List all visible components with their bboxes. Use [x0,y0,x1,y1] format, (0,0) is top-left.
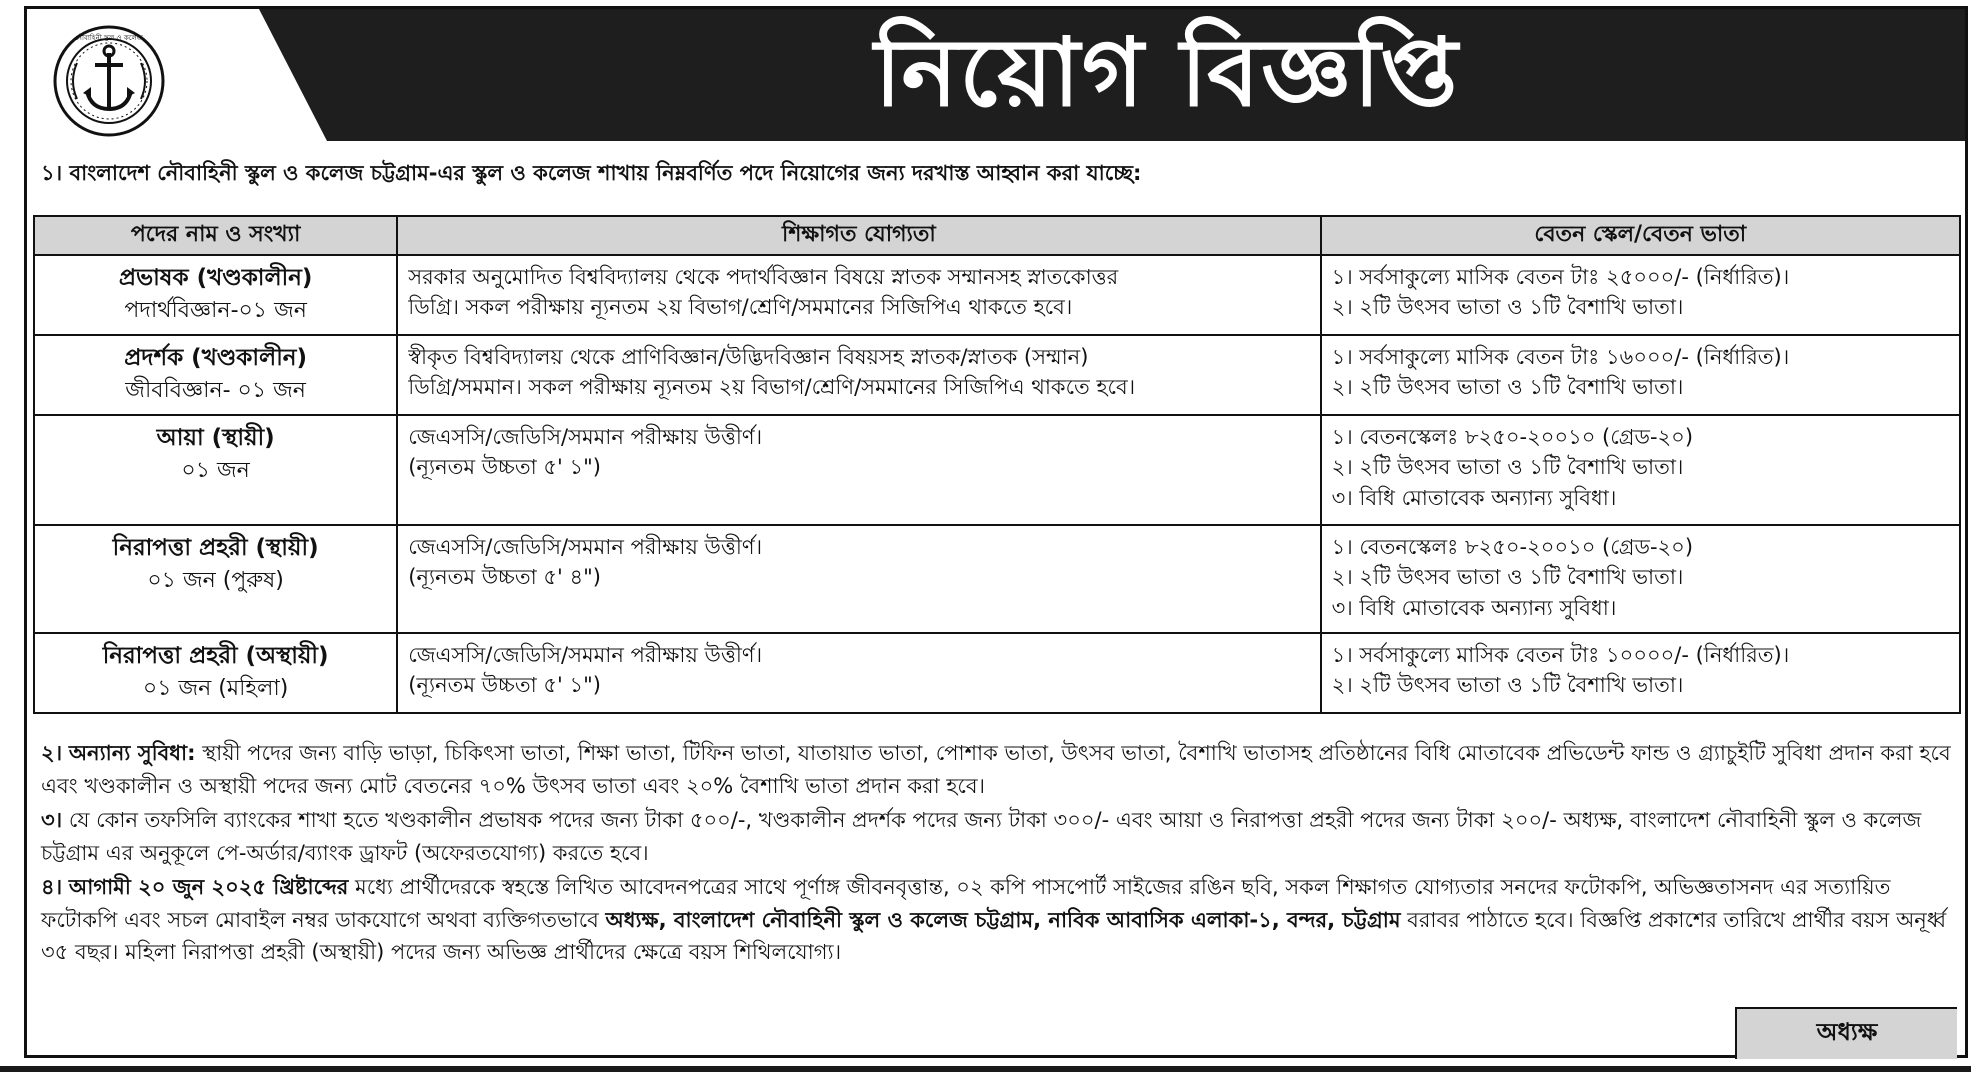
post-count: পদার্থবিজ্ঞান-০১ জন [124,298,307,324]
qualification-line: জেএসসি/জেডিসি/সমমান পরীক্ষায় উত্তীর্ণ। [408,535,763,559]
header-banner [27,9,1965,141]
post-count: জীববিজ্ঞান- ০১ জন [125,378,306,404]
table-header-row [34,216,1960,255]
qualification-line: (ন্যূনতম উচ্চতা ৫' ১") [408,455,601,480]
qualification-line: ডিগ্রি। সকল পরীক্ষায় ন্যূনতম ২য় বিভাগ/শ্রেণি/সমমানের সিজিপিএ থাকতে হবে। [408,295,1073,320]
note-payment [41,804,1957,869]
salary-line: ২। ২টি উৎসব ভাতা ও ১টি বৈশাখি ভাতা। [1331,295,1684,320]
post-count: ০১ জন (পুরুষ) [147,568,284,594]
post-title: নিরাপত্তা প্রহরী (স্থায়ী) [112,535,319,561]
note-number: ৪। [41,875,63,900]
qualification-line: (ন্যূনতম উচ্চতা ৫' ৪") [408,565,601,590]
note-text: স্থায়ী পদের জন্য বাড়ি ভাড়া, চিকিৎসা ভাতা, শিক্ষা ভাতা, টিফিন ভাতা, যাতায়াত ভাতা, পোশাক ভাতা, উৎসব ভাতা, বৈশাখি ভাতাসহ প্রতিষ্ঠানের বিধি মোতাবেক প্রভিডেন্ট ফান্ড ও গ্র্যাচুইটি সুবিধা প্রদান করা হবে এবং খণ্ডকালীন ও অস্থায়ী পদের জন্য মোট বেতনের ৭০% উৎসব ভাতা এবং ২০% বৈশাখি ভাতা প্রদান করা হবে। [41,741,1951,798]
table-row [34,633,1960,713]
note-benefits [41,737,1957,802]
qualification-line: জেএসসি/জেডিসি/সমমান পরীক্ষায় উত্তীর্ণ। [408,425,763,449]
post-title: নিরাপত্তা প্রহরী (অস্থায়ী) [102,643,329,669]
post-count: ০১ জন [181,458,250,484]
qualification-line: (ন্যূনতম উচ্চতা ৫' ১") [408,673,601,698]
qualification-cell [397,335,1320,415]
qualification-cell [397,633,1320,713]
post-cell [34,633,397,713]
salary-cell [1321,255,1960,335]
salary-line: ১। বেতনস্কেলঃ ৮২৫০-২০০১০ (গ্রেড-২০) [1331,425,1694,449]
post-cell [34,415,397,525]
header-qualification: শিক্ষাগত যোগ্যতা [397,216,1320,255]
note-text: মধ্যে প্রার্থীদেরকে স্বহস্তে লিখিত আবেদনপত্রের সাথে পূর্ণাঙ্গ জীবনবৃত্তান্ত, ০২ কপি পাসপোর্ট সাইজের রঙিন ছবি, সকল শিক্ষাগত যোগ্যতার সনদের ফটোকপি, অভিজ্ঞতাসনদ এর সত্যায়িত ফটোকপি এবং সচল মোবাইল নম্বর ডাকযোগে অথবা ব্যক্তিগতভাবে [41,875,1891,932]
qualification-cell [397,525,1320,633]
note-deadline: আগামী ২০ জুন ২০২৫ খ্রিষ্টাব্দের [68,875,349,900]
post-title: প্রদর্শক (খণ্ডকালীন) [124,345,308,371]
signature-box: অধ্যক্ষ [1735,1007,1957,1059]
salary-line: ১। বেতনস্কেলঃ ৮২৫০-২০০১০ (গ্রেড-২০) [1331,535,1694,559]
table-row [34,525,1960,633]
table-row [34,415,1960,525]
note-number: ২। [41,741,63,765]
note-application [41,871,1957,969]
note-address: অধ্যক্ষ, বাংলাদেশ নৌবাহিনী স্কুল ও কলেজ চট্টগ্রাম, নাবিক আবাসিক এলাকা-১, বন্দর, চট্টগ্রাম [605,907,1401,932]
header-post: পদের নাম ও সংখ্যা [34,216,397,255]
header-salary: বেতন স্কেল/বেতন ভাতা [1321,216,1960,255]
post-cell [34,525,397,633]
salary-cell [1321,415,1960,525]
note-number: ৩। [41,808,63,833]
table-row [34,255,1960,335]
qualification-line: স্বীকৃত বিশ্ববিদ্যালয় থেকে প্রাণিবিজ্ঞান/উদ্ভিদবিজ্ঞান বিষয়সহ স্নাতক/স্নাতক (সম্মান) [408,345,1089,369]
salary-line: ১। সর্বসাকুল্যে মাসিক বেতন টাঃ ২৫০০০/- (নির্ধারিত)। [1331,265,1790,289]
notes-section [41,737,1957,971]
note-tail: বরাবর পাঠাতে হবে। বিজ্ঞপ্তি প্রকাশের তারিখে প্রার্থীর বয়স অনূর্ধ্ব ৩৫ বছর। মহিলা নিরাপত্তা প্রহরী (অস্থায়ী) পদের জন্য অভিজ্ঞ প্রার্থীদের ক্ষেত্রে বয়স শিথিলযোগ্য। [41,907,1947,965]
salary-cell [1321,335,1960,415]
qualification-line: ডিগ্রি/সমমান। সকল পরীক্ষায় ন্যূনতম ২য় বিভাগ/শ্রেণি/সমমানের সিজিপিএ থাকতে হবে। [408,375,1136,400]
post-count: ০১ জন (মহিলা) [142,676,289,702]
post-cell [34,255,397,335]
salary-line: ৩। বিধি মোতাবেক অন্যান্য সুবিধা। [1331,595,1617,620]
logo-text: নৌবাহিনী স্কুল ও কলেজ [74,34,144,42]
note-text: যে কোন তফসিলি ব্যাংকের শাখা হতে খণ্ডকালীন প্রভাষক পদের জন্য টাকা ৫০০/-, খণ্ডকালীন প্রদর্শক পদের জন্য টাকা ৩০০/- এবং আয়া ও নিরাপত্তা প্রহরী পদের জন্য টাকা ২০০/- অধ্যক্ষ, বাংলাদেশ নৌবাহিনী স্কুল ও কলেজ চট্টগ্রাম এর অনুকূলে পে-অর্ডার/ব্যাংক ড্রাফট (অফেরতযোগ্য) করতে হবে। [41,808,1922,865]
table-row [34,335,1960,415]
intro-number: ১। [41,161,63,185]
notice-title: নিয়োগ বিজ্ঞপ্তি [874,18,1460,128]
qualification-line: জেএসসি/জেডিসি/সমমান পরীক্ষায় উত্তীর্ণ। [408,643,763,667]
salary-line: ২। ২টি উৎসব ভাতা ও ১টি বৈশাখি ভাতা। [1331,455,1684,480]
post-title: প্রভাষক (খণ্ডকালীন) [118,265,313,291]
intro-line [41,157,1951,192]
intro-text: বাংলাদেশ নৌবাহিনী স্কুল ও কলেজ চট্টগ্রাম-এর স্কুল ও কলেজ শাখায় নিম্নবর্ণিত পদে নিয়োগের জন্য দরখাস্ত আহ্বান করা যাচ্ছে: [69,161,1142,185]
school-logo [39,23,179,139]
salary-cell [1321,633,1960,713]
salary-line: ২। ২টি উৎসব ভাতা ও ১টি বৈশাখি ভাতা। [1331,375,1684,400]
jobs-table [33,215,1961,714]
notice-frame [24,6,1968,1058]
salary-line: ২। ২টি উৎসব ভাতা ও ১টি বৈশাখি ভাতা। [1331,565,1684,590]
anchor-seal-icon [39,23,179,139]
salary-line: ১। সর্বসাকুল্যে মাসিক বেতন টাঃ ১৬০০০/- (নির্ধারিত)। [1331,345,1790,369]
salary-line: ১। সর্বসাকুল্যে মাসিক বেতন টাঃ ১০০০০/- (নির্ধারিত)। [1331,643,1790,667]
salary-line: ৩। বিধি মোতাবেক অন্যান্য সুবিধা। [1331,485,1617,510]
qualification-line: সরকার অনুমোদিত বিশ্ববিদ্যালয় থেকে পদার্থবিজ্ঞান বিষয়ে স্নাতক সম্মানসহ স্নাতকোত্তর [408,265,1119,289]
qualification-cell [397,415,1320,525]
qualification-cell [397,255,1320,335]
salary-cell [1321,525,1960,633]
note-lead: অন্যান্য সুবিধা: [68,741,196,765]
bottom-rule [0,1066,1971,1072]
post-title: আয়া (স্থায়ী) [156,425,275,451]
salary-line: ২। ২টি উৎসব ভাতা ও ১টি বৈশাখি ভাতা। [1331,673,1684,698]
post-cell [34,335,397,415]
